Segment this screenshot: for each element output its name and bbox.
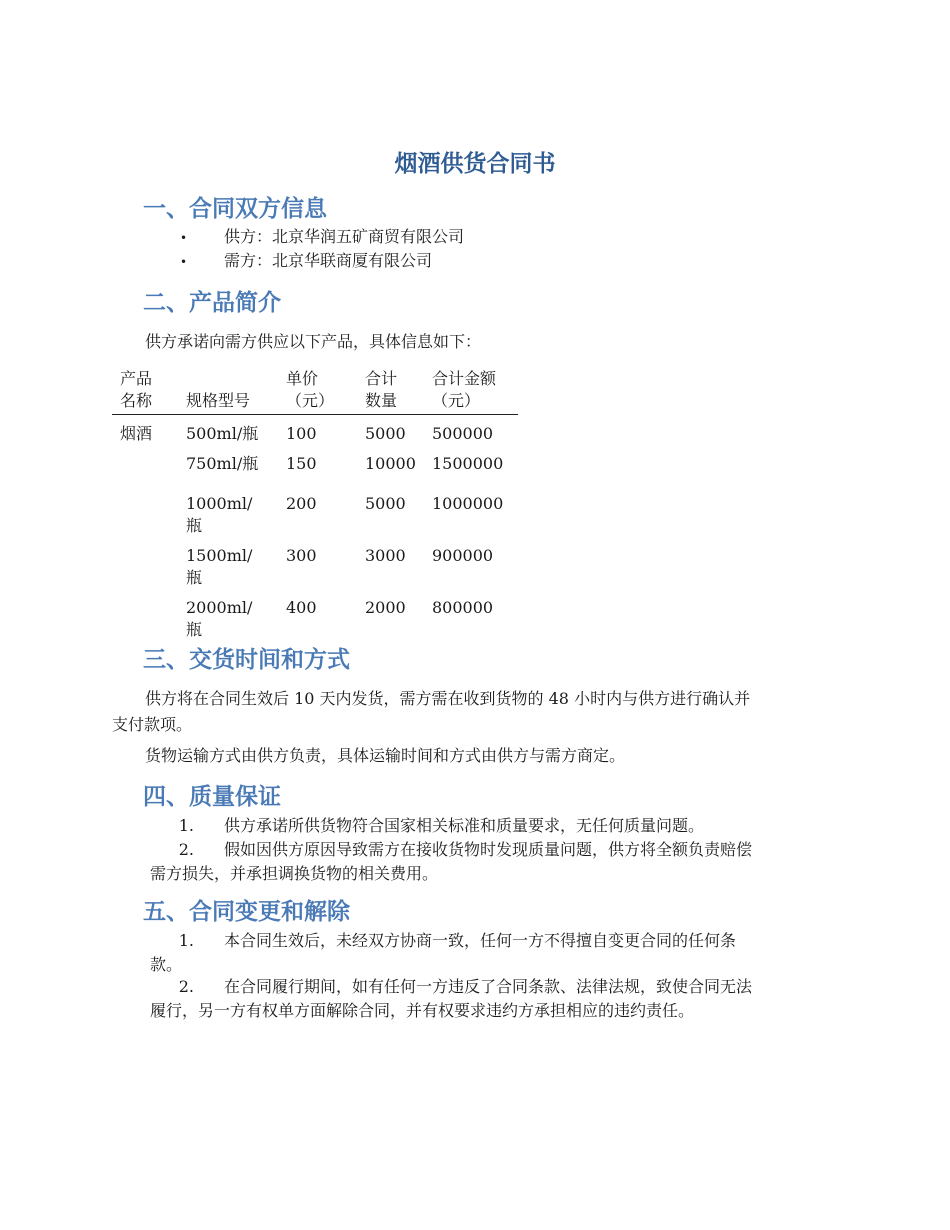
table-row <box>112 489 518 541</box>
delivery-paragraph-1 <box>112 686 842 738</box>
list-number: 1. <box>178 931 194 950</box>
list-number: 2. <box>178 977 194 996</box>
list-item <box>150 838 840 886</box>
header-spec: 规格型号 <box>178 366 278 415</box>
spec-cell: 2000ml/ 瓶 <box>186 598 253 639</box>
party-supplier <box>180 225 464 250</box>
amount-cell: 800000 <box>432 598 494 617</box>
bullet-icon: • <box>180 231 188 245</box>
product-name-cell: 烟酒 <box>120 424 153 443</box>
header-product-name: 产品 名称 <box>112 366 178 415</box>
header-unit-price: 单价 （元） <box>278 366 357 415</box>
table-row <box>112 415 518 450</box>
delivery-paragraph-1-line-1: 供方将在合同生效后 10 天内发货，需方需在收到货物的 48 小时内与供方进行确认并 <box>145 689 751 708</box>
product-name-cell <box>112 449 178 489</box>
header-total-qty: 合计 数量 <box>357 366 424 415</box>
spec-cell: 500ml/瓶 <box>186 424 259 443</box>
qty-cell: 2000 <box>365 598 406 617</box>
delivery-paragraph-1-line-2: 支付款项。 <box>112 715 193 734</box>
list-number: 2. <box>178 840 194 859</box>
product-name-cell <box>112 541 178 593</box>
header-total-amount: 合计金额 （元） <box>424 366 518 415</box>
qty-cell: 5000 <box>365 494 406 513</box>
table-row <box>112 541 518 593</box>
products-intro: 供方承诺向需方供应以下产品，具体信息如下： <box>145 332 482 351</box>
list-item-text-continued: 履行，另一方有权单方面解除合同，并有权要求违约方承担相应的违约责任。 <box>150 1001 695 1020</box>
price-cell: 400 <box>286 598 317 617</box>
section-heading-parties: 一、合同双方信息 <box>143 196 327 222</box>
delivery-paragraph-2: 货物运输方式由供方负责，具体运输时间和方式由供方与需方商定。 <box>145 746 626 765</box>
list-number: 1. <box>178 816 194 835</box>
amount-cell: 500000 <box>432 424 494 443</box>
party-buyer <box>180 249 432 274</box>
amount-cell: 1500000 <box>432 454 504 473</box>
party-buyer-text: 需方：北京华联商厦有限公司 <box>224 251 433 270</box>
qty-cell: 5000 <box>365 424 406 443</box>
list-item <box>150 814 840 838</box>
document-title: 烟酒供货合同书 <box>394 151 556 177</box>
qty-cell: 10000 <box>365 454 416 473</box>
product-name-cell <box>112 489 178 541</box>
section-heading-quality: 四、质量保证 <box>143 784 281 810</box>
products-table <box>112 366 518 645</box>
list-item-text-continued: 款。 <box>150 955 183 974</box>
price-cell: 200 <box>286 494 317 513</box>
product-name-cell <box>112 593 178 645</box>
qty-cell: 3000 <box>365 546 406 565</box>
list-item-text-continued: 需方损失，并承担调换货物的相关费用。 <box>150 864 439 883</box>
section-heading-delivery: 三、交货时间和方式 <box>143 647 350 673</box>
bullet-icon: • <box>180 255 188 269</box>
price-cell: 300 <box>286 546 317 565</box>
list-item-text: 本合同生效后，未经双方协商一致，任何一方不得擅自变更合同的任何条 <box>224 931 737 950</box>
table-row <box>112 593 518 645</box>
party-supplier-text: 供方：北京华润五矿商贸有限公司 <box>224 227 465 246</box>
section-heading-changes: 五、合同变更和解除 <box>143 899 350 925</box>
price-cell: 150 <box>286 454 317 473</box>
list-item-text: 供方承诺所供货物符合国家相关标准和质量要求，无任何质量问题。 <box>224 816 705 835</box>
spec-cell: 750ml/瓶 <box>186 454 259 473</box>
amount-cell: 900000 <box>432 546 494 565</box>
list-item-text: 假如因供方原因导致需方在接收货物时发现质量问题，供方将全额负责赔偿 <box>224 840 753 859</box>
list-item <box>150 975 840 1023</box>
spec-cell: 1500ml/ 瓶 <box>186 546 253 587</box>
table-row <box>112 449 518 489</box>
section-heading-products: 二、产品简介 <box>143 290 281 316</box>
price-cell: 100 <box>286 424 317 443</box>
list-item-text: 在合同履行期间，如有任何一方违反了合同条款、法律法规，致使合同无法 <box>224 977 753 996</box>
list-item <box>150 929 840 977</box>
table-header-row <box>112 366 518 415</box>
amount-cell: 1000000 <box>432 494 504 513</box>
spec-cell: 1000ml/ 瓶 <box>186 494 253 535</box>
